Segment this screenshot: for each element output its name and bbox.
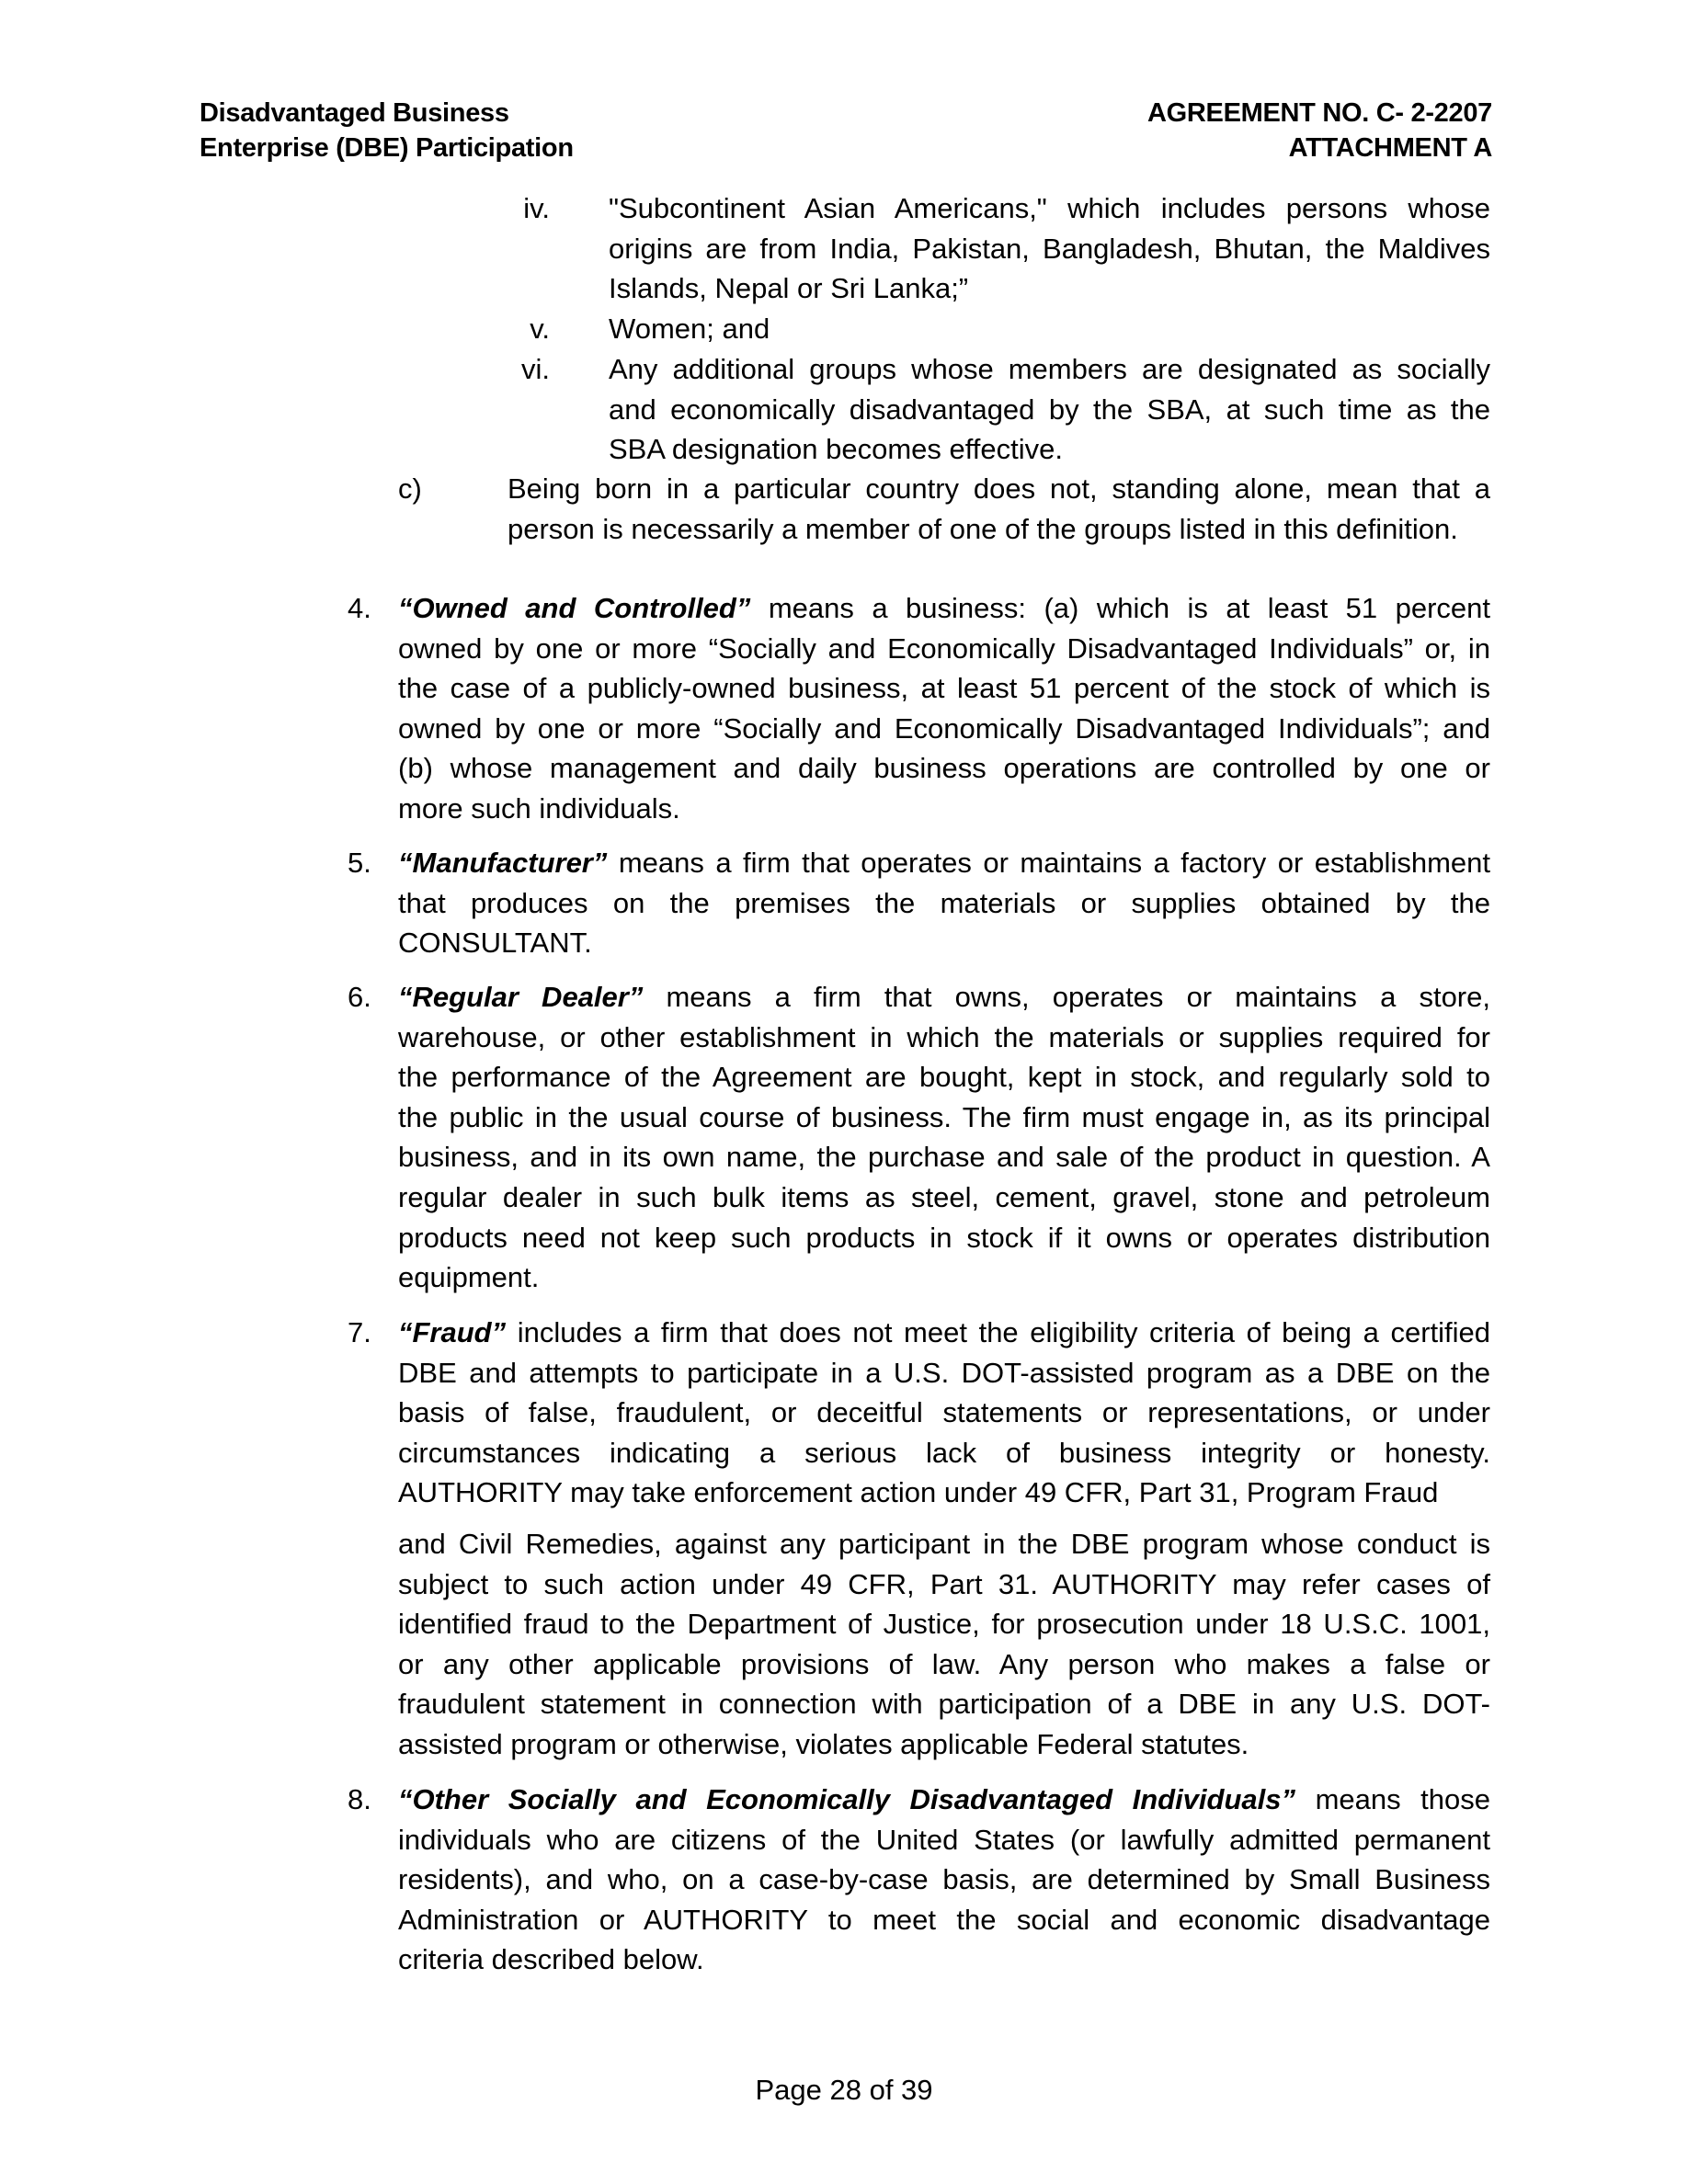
paragraph-line: subject to such action under 49 CFR, Part 31. AUTHORITY may refer cases of [398, 1567, 1490, 1600]
paragraph-line: the performance of the Agreement are bought, kept in stock, and regularly sold to [398, 1061, 1490, 1094]
header-title-line-1: Disadvantaged Business [200, 98, 509, 128]
roman-list-item [530, 309, 1490, 349]
paragraph-line: origins are from India, Pakistan, Bangladesh, Bhutan, the Maldives [609, 232, 1490, 265]
definition-paragraph [398, 1524, 1490, 1765]
paragraph-line: the public in the usual course of business. The firm must engage in, as its principal [398, 1100, 1490, 1133]
paragraph-line: Being born in a particular country does not, standing alone, mean that a [508, 472, 1490, 505]
definition-number: 7. [348, 1316, 371, 1348]
paragraph-line: CONSULTANT. [398, 927, 592, 960]
paragraph-line: DBE and attempts to participate in a U.S. DOT-assisted program as a DBE on the [398, 1356, 1490, 1389]
paragraph-line: products need not keep such products in stock if it owns or operates distribution [398, 1221, 1490, 1254]
paragraph-line: (b) whose management and daily business operations are controlled by one or [398, 752, 1490, 785]
paragraph-line: "Subcontinent Asian Americans," which includes persons whose [609, 192, 1490, 224]
definition-item [348, 843, 1490, 963]
paragraph-line: Administration or AUTHORITY to meet the social and economic disadvantage [398, 1903, 1490, 1936]
paragraph-line: that produces on the premises the materials or supplies obtained by the [398, 886, 1490, 919]
definition-item [348, 1780, 1491, 1980]
paragraph-line: circumstances indicating a serious lack of business integrity or honesty. [398, 1436, 1490, 1469]
paragraph-line: individuals who are citizens of the United States (or lawfully admitted permanent [398, 1823, 1490, 1856]
definition-number: 4. [348, 592, 371, 624]
paragraph-line: fraudulent statement in connection with participation of a DBE in any U.S. DOT- [398, 1688, 1490, 1721]
definition-number: 5. [348, 847, 371, 879]
document-header-agreement [1147, 96, 1492, 165]
definition-paragraph [398, 588, 1490, 829]
definition-number: 8. [348, 1783, 371, 1815]
paragraph-line [398, 1780, 1490, 1820]
paragraph-line [398, 588, 1490, 629]
paragraph-line: regular dealer in such bulk items as steel, cement, gravel, stone and petroleum [398, 1180, 1490, 1213]
paragraph-line: and Civil Remedies, against any participant in the DBE program whose conduct is [398, 1527, 1490, 1560]
definition-text: means a firm that owns, operates or maintains a store, [643, 981, 1490, 1013]
paragraph-line: warehouse, or other establishment in which the materials or supplies required for [398, 1020, 1490, 1053]
paragraph-line: SBA designation becomes effective. [609, 433, 1064, 466]
definition-paragraph [398, 1313, 1490, 1513]
definition-paragraph [398, 977, 1490, 1298]
paragraph-line [398, 1313, 1490, 1353]
paragraph-line: identified fraud to the Department of Justice, for prosecution under 18 U.S.C. 1001, [398, 1608, 1490, 1641]
paragraph-line: owned by one or more “Socially and Economically Disadvantaged Individuals” or, in [398, 631, 1490, 665]
document-header-title [200, 96, 574, 165]
defined-term: “Owned and Controlled” [398, 592, 751, 624]
list-item-marker: c) [398, 472, 422, 505]
paragraph-line: Women; and [609, 313, 770, 345]
paragraph-line: owned by one or more “Socially and Economically Disadvantaged Individuals”; and [398, 711, 1490, 745]
list-item-marker: v. [530, 313, 550, 345]
list-item-marker: iv. [523, 192, 550, 224]
roman-list-item [523, 188, 1490, 309]
list-item-marker: vi. [521, 353, 550, 385]
defined-term: “Manufacturer” [398, 847, 608, 879]
definition-text: includes a firm that does not meet the eligibility criteria of being a certified [506, 1316, 1490, 1348]
paragraph-line: more such individuals. [398, 791, 680, 825]
paragraph-line: basis of false, fraudulent, or deceitful statements or representations, or under [398, 1396, 1490, 1429]
paragraph-line: residents), and who, on a case-by-case basis, are determined by Small Business [398, 1863, 1490, 1896]
paragraph-line [398, 843, 1490, 883]
definition-text: means a business: (a) which is at least 51 percent [750, 592, 1491, 624]
definition-paragraph [398, 1780, 1490, 1980]
paragraph-line: AUTHORITY may take enforcement action under 49 CFR, Part 31, Program Fraud [398, 1476, 1439, 1509]
paragraph-line: person is necessarily a member of one of the groups listed in this definition. [508, 512, 1458, 545]
definition-item [348, 588, 1491, 829]
paragraph-line: the case of a publicly-owned business, at least 51 percent of the stock of which is [398, 672, 1490, 705]
definition-item [348, 977, 1490, 1298]
paragraph-line: criteria described below. [398, 1943, 704, 1976]
defined-term: “Regular Dealer” [398, 981, 644, 1013]
agreement-number: AGREEMENT NO. C- 2-2207 [1146, 98, 1492, 128]
defined-term: “Fraud” [398, 1316, 507, 1348]
definition-number: 6. [348, 981, 371, 1013]
definition-item [348, 1313, 1490, 1765]
definition-paragraph [398, 843, 1490, 963]
paragraph-line: equipment. [398, 1261, 540, 1294]
roman-list-item [521, 349, 1490, 470]
definition-text: means a firm that operates or maintains a factory or establishment [607, 847, 1490, 879]
paragraph-line: and economically disadvantaged by the SBA, at such time as the [609, 392, 1490, 426]
header-title-line-2: Enterprise (DBE) Participation [200, 133, 574, 163]
definition-text: means those [1295, 1783, 1491, 1815]
paragraph-line: business, and in its own name, the purchase and sale of the product in question. A [398, 1141, 1490, 1174]
paragraph-line: Any additional groups whose members are designated as socially [609, 353, 1490, 385]
paragraph-line: Islands, Nepal or Sri Lanka;” [609, 272, 969, 305]
page-number: Page 28 of 39 [755, 2074, 933, 2106]
sub-item-c-body [398, 469, 1490, 549]
paragraph-line: or any other applicable provisions of law. Any person who makes a false or [398, 1647, 1490, 1680]
paragraph-line [398, 977, 1490, 1018]
paragraph-line: assisted program or otherwise, violates applicable Federal statutes. [398, 1727, 1249, 1760]
attachment-label: ATTACHMENT A [1288, 133, 1492, 163]
defined-term: “Other Socially and Economically Disadvantaged Individuals” [398, 1783, 1296, 1815]
